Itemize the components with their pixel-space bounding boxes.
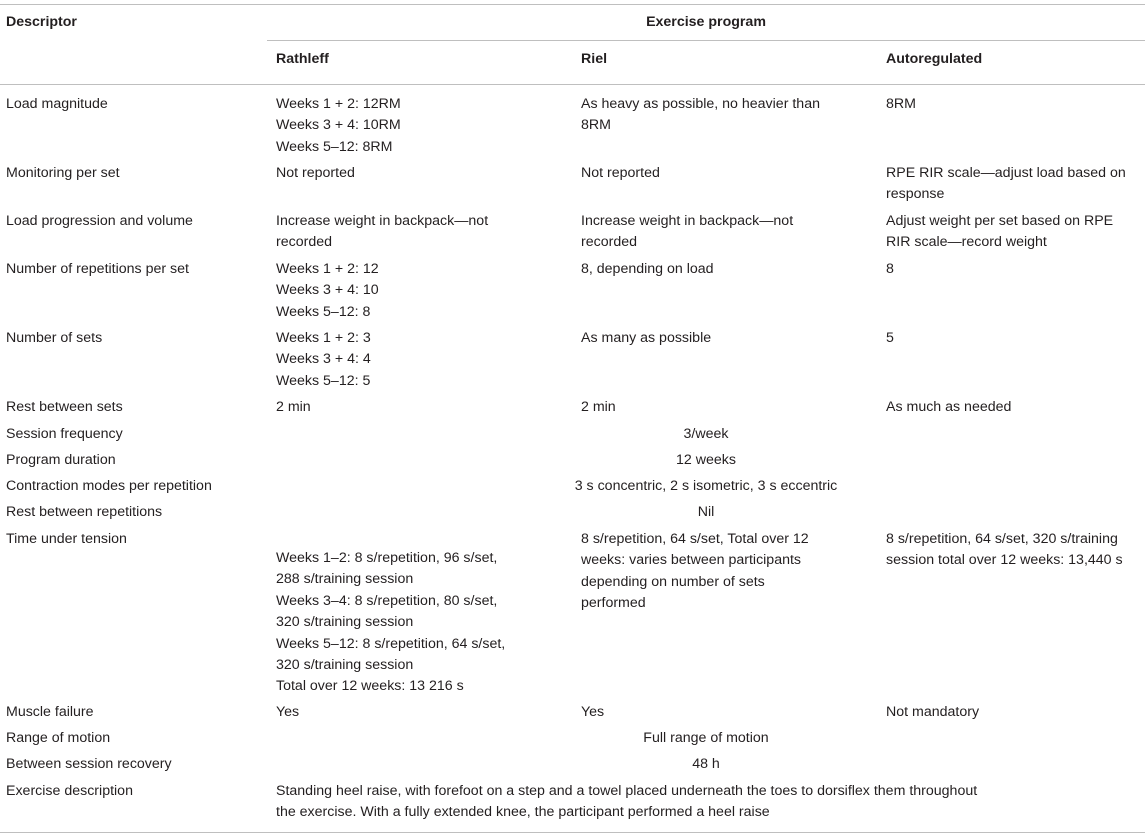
riel-tut: 8 s/repetition, 64 s/set, Total over 12 weeks: varies between participants depending on number of sets performed bbox=[581, 531, 809, 612]
rathleff-tut: Weeks 1–2: 8 s/repetition, 96 s/set, 288 s/training session Weeks 3–4: 8 s/repetition, 80 s/set, 320 s/training session Weeks 5–12: 8 s/repetition, 64 s/set, 320 s/training session Total over 12 weeks: 13 216 s bbox=[276, 550, 506, 695]
program-header-rule bbox=[267, 40, 1145, 41]
top-rule bbox=[0, 4, 1145, 5]
row-label-load-progression: Load progression and volume bbox=[6, 213, 193, 229]
riel-monitoring: Not reported bbox=[581, 165, 660, 181]
riel-reps-per-set: 8, depending on load bbox=[581, 261, 714, 277]
header-rathleff: Rathleff bbox=[276, 51, 329, 67]
rest-reps-value: Nil bbox=[697, 504, 715, 520]
auto-load-progression: Adjust weight per set based on RPE RIR scale—record weight bbox=[886, 213, 1114, 251]
row-label-program-duration: Program duration bbox=[6, 452, 116, 468]
rathleff-reps-per-set: Weeks 1 + 2: 12 Weeks 3 + 4: 10 Weeks 5–12: 8 bbox=[276, 261, 379, 320]
range-of-motion-value: Full range of motion bbox=[643, 730, 769, 746]
auto-reps-per-set: 8 bbox=[886, 261, 894, 277]
header-riel: Riel bbox=[581, 51, 608, 67]
row-label-muscle-failure: Muscle failure bbox=[6, 704, 94, 720]
rathleff-load-magnitude: Weeks 1 + 2: 12RM Weeks 3 + 4: 10RM Weeks 5–12: 8RM bbox=[276, 96, 401, 155]
auto-tut: 8 s/repetition, 64 s/set, 320 s/training session total over 12 weeks: 13,440 s bbox=[886, 531, 1123, 569]
bottom-rule bbox=[0, 832, 1145, 833]
header-descriptor: Descriptor bbox=[6, 14, 77, 30]
rathleff-num-sets: Weeks 1 + 2: 3 Weeks 3 + 4: 4 Weeks 5–12: 5 bbox=[276, 330, 371, 389]
auto-num-sets: 5 bbox=[886, 330, 894, 346]
row-label-range-of-motion: Range of motion bbox=[6, 730, 111, 746]
header-exercise-program: Exercise program bbox=[646, 14, 766, 30]
row-label-rest-sets: Rest between sets bbox=[6, 399, 123, 415]
session-frequency-value: 3/week bbox=[683, 426, 729, 442]
row-label-load-magnitude: Load magnitude bbox=[6, 96, 108, 112]
auto-rest-sets: As much as needed bbox=[886, 399, 1012, 415]
row-label-recovery: Between session recovery bbox=[6, 756, 172, 772]
row-label-session-frequency: Session frequency bbox=[6, 426, 123, 442]
row-label-tut: Time under tension bbox=[6, 531, 127, 547]
riel-muscle-failure: Yes bbox=[581, 704, 605, 720]
row-label-reps-per-set: Number of repetitions per set bbox=[6, 261, 189, 277]
rathleff-monitoring: Not reported bbox=[276, 165, 355, 181]
row-label-rest-reps: Rest between repetitions bbox=[6, 504, 163, 520]
row-label-num-sets: Number of sets bbox=[6, 330, 103, 346]
riel-num-sets: As many as possible bbox=[581, 330, 712, 346]
riel-load-progression: Increase weight in backpack—not recorded bbox=[581, 213, 794, 251]
recovery-value: 48 h bbox=[692, 756, 720, 772]
header-bottom-rule bbox=[0, 84, 1145, 85]
program-duration-value: 12 weeks bbox=[676, 452, 736, 468]
riel-rest-sets: 2 min bbox=[581, 399, 616, 415]
auto-monitoring: RPE RIR scale—adjust load based on response bbox=[886, 165, 1126, 203]
exercise-description-value: Standing heel raise, with forefoot on a step and a towel placed underneath the toes to dorsiflex them throughout the exercise. With a fully extended knee, the participant performed a heel raise bbox=[276, 783, 978, 821]
rathleff-load-progression: Increase weight in backpack—not recorded bbox=[276, 213, 489, 251]
contraction-modes-value: 3 s concentric, 2 s isometric, 3 s eccentric bbox=[574, 478, 838, 494]
rathleff-rest-sets: 2 min bbox=[276, 399, 311, 415]
header-autoregulated: Autoregulated bbox=[886, 51, 983, 67]
riel-load-magnitude: As heavy as possible, no heavier than 8RM bbox=[581, 96, 820, 134]
row-label-contraction-modes: Contraction modes per repetition bbox=[6, 478, 212, 494]
rathleff-muscle-failure: Yes bbox=[276, 704, 300, 720]
auto-muscle-failure: Not mandatory bbox=[886, 704, 980, 720]
row-label-monitoring: Monitoring per set bbox=[6, 165, 120, 181]
auto-load-magnitude: 8RM bbox=[886, 96, 916, 112]
row-label-exercise-description: Exercise description bbox=[6, 783, 133, 799]
